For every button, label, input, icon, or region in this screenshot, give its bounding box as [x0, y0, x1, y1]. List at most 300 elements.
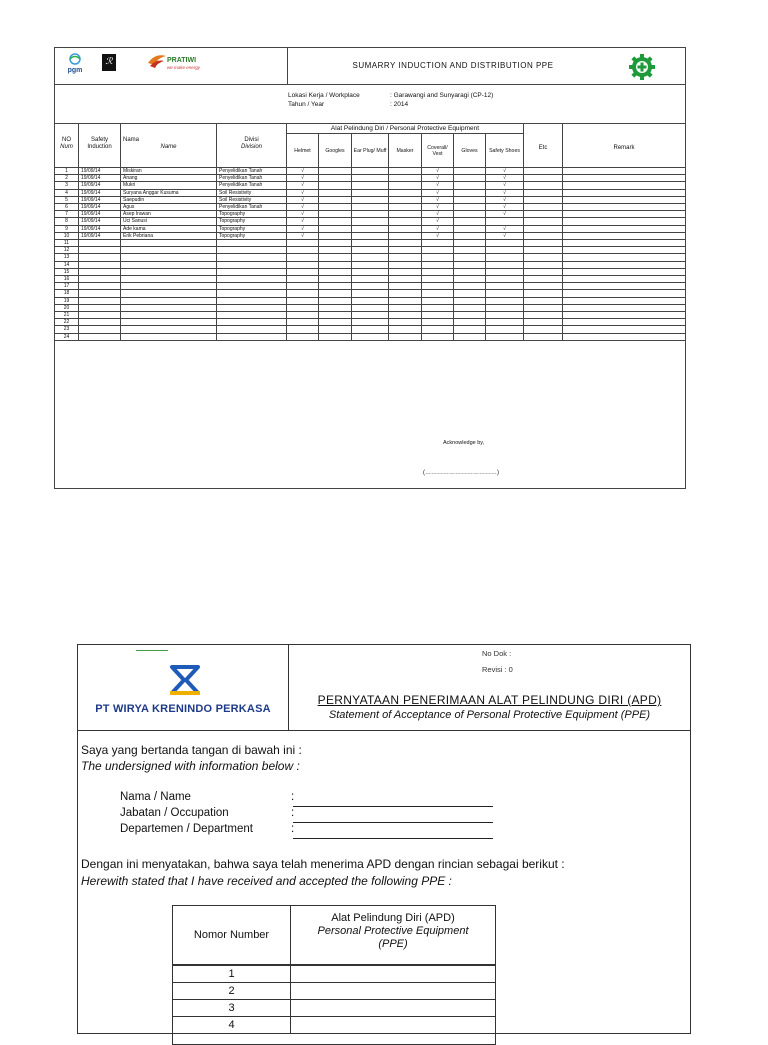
cell-remark [563, 168, 685, 174]
cell-masker [389, 247, 422, 253]
table-row [55, 175, 685, 182]
cell-helmet: √ [287, 226, 319, 232]
cell-earplug [352, 283, 389, 289]
cell-remark [563, 319, 685, 325]
cell-date [79, 269, 121, 275]
col-remark [563, 123, 685, 167]
cell-shoes [486, 283, 524, 289]
cell-googles [319, 334, 352, 340]
table-row [55, 298, 685, 305]
cell-googles [319, 254, 352, 260]
cell-etc [524, 319, 563, 325]
cell-no: 16 [55, 276, 79, 282]
cell-name [121, 298, 217, 304]
cell-coverall: √ [422, 204, 454, 210]
cell-date: 19/09/14 [79, 218, 121, 224]
cell-date: 19/09/14 [79, 204, 121, 210]
cell-etc [524, 334, 563, 340]
cell-remark [563, 226, 685, 232]
apd-row[interactable] [173, 983, 495, 1000]
cell-earplug [352, 233, 389, 239]
cell-googles [319, 240, 352, 246]
cell-etc [524, 233, 563, 239]
table-row [55, 254, 685, 261]
cell-name [121, 276, 217, 282]
cell-googles [319, 218, 352, 224]
cell-remark [563, 175, 685, 181]
cell-div: Penyelidikan Tanah [217, 175, 287, 181]
cell-remark [563, 305, 685, 311]
cell-gloves [454, 298, 486, 304]
cell-shoes [486, 247, 524, 253]
cell-no: 8 [55, 218, 79, 224]
cell-div: Penyelidikan Tanah [217, 168, 287, 174]
sheet-header [55, 48, 685, 85]
workplace-label: Lokasi Kerja / Workplace [288, 92, 360, 99]
cell-remark [563, 326, 685, 332]
cell-div: Topography [217, 218, 287, 224]
cell-shoes [486, 269, 524, 275]
cell-date: 19/09/14 [79, 175, 121, 181]
cell-shoes [486, 334, 524, 340]
cell-earplug [352, 175, 389, 181]
cell-masker [389, 211, 422, 217]
cell-googles [319, 276, 352, 282]
cell-remark [563, 269, 685, 275]
table-row [55, 204, 685, 211]
cell-date [79, 247, 121, 253]
intro-en: The undersigned with information below : [81, 759, 300, 773]
col-etc-label: Etc [538, 145, 548, 151]
cell-shoes: √ [486, 168, 524, 174]
table-row [55, 262, 685, 269]
cell-earplug [352, 211, 389, 217]
cell-gloves [454, 334, 486, 340]
apd-row[interactable] [173, 1017, 495, 1034]
cell-helmet: √ [287, 190, 319, 196]
cell-googles [319, 319, 352, 325]
year-value: : 2014 [390, 101, 409, 108]
occupation-field-colon: : [291, 807, 295, 819]
cell-googles [319, 226, 352, 232]
cell-div: Topography [217, 233, 287, 239]
cell-earplug [352, 247, 389, 253]
cell-earplug [352, 226, 389, 232]
cell-etc [524, 262, 563, 268]
apd-row[interactable] [173, 1000, 495, 1017]
cell-div [217, 326, 287, 332]
col-division-label: Divisi [244, 137, 259, 143]
col-helmet: Helmet [287, 134, 319, 167]
cell-helmet [287, 247, 319, 253]
cell-remark [563, 247, 685, 253]
cell-shoes: √ [486, 233, 524, 239]
table-row [55, 319, 685, 326]
cell-shoes [486, 254, 524, 260]
cell-helmet [287, 290, 319, 296]
cell-helmet [287, 276, 319, 282]
cell-coverall: √ [422, 197, 454, 203]
cell-name [121, 269, 217, 275]
col-division [217, 123, 287, 167]
cell-name: Mukri [121, 182, 217, 188]
cell-remark [563, 254, 685, 260]
cell-shoes [486, 298, 524, 304]
cell-masker [389, 168, 422, 174]
cell-no: 17 [55, 283, 79, 289]
cell-earplug [352, 305, 389, 311]
table-row [55, 211, 685, 218]
col-safety-induction [79, 123, 121, 167]
cell-helmet [287, 254, 319, 260]
cell-earplug [352, 319, 389, 325]
cell-date: 19/09/14 [79, 226, 121, 232]
cell-earplug [352, 262, 389, 268]
cell-coverall: √ [422, 211, 454, 217]
cell-div [217, 290, 287, 296]
cell-helmet: √ [287, 168, 319, 174]
cell-shoes [486, 305, 524, 311]
cell-gloves [454, 168, 486, 174]
cell-masker [389, 290, 422, 296]
cell-div [217, 334, 287, 340]
cell-coverall: √ [422, 190, 454, 196]
cell-googles [319, 269, 352, 275]
cell-name: Erik Pebriana [121, 233, 217, 239]
cell-masker [389, 190, 422, 196]
apd-row-number: 4 [173, 1017, 291, 1033]
cell-gloves [454, 197, 486, 203]
col-name [121, 123, 217, 167]
cell-googles [319, 211, 352, 217]
table-row [55, 283, 685, 290]
apd-row[interactable] [173, 966, 495, 983]
apd-table-header [173, 906, 495, 966]
cell-earplug [352, 312, 389, 318]
table-row [55, 247, 685, 254]
cell-div [217, 269, 287, 275]
cell-remark [563, 190, 685, 196]
statement-id: Dengan ini menyatakan, bahwa saya telah menerima APD dengan rincian sebagai berikut : [81, 857, 565, 871]
cell-coverall [422, 319, 454, 325]
cell-remark [563, 334, 685, 340]
cell-masker [389, 319, 422, 325]
cell-shoes [486, 290, 524, 296]
cell-helmet: √ [287, 197, 319, 203]
cell-no: 13 [55, 254, 79, 260]
cell-date: 19/09/14 [79, 190, 121, 196]
cell-name [121, 262, 217, 268]
pratiwi-name: PRATIWI [167, 57, 197, 64]
cell-remark [563, 298, 685, 304]
cell-gloves [454, 240, 486, 246]
cell-helmet [287, 262, 319, 268]
cell-div [217, 262, 287, 268]
name-field-label: Nama / Name [120, 791, 191, 803]
cell-date [79, 262, 121, 268]
cell-gloves [454, 290, 486, 296]
cell-no: 23 [55, 326, 79, 332]
cell-coverall: √ [422, 226, 454, 232]
cell-no: 10 [55, 233, 79, 239]
cell-gloves [454, 247, 486, 253]
cell-googles [319, 168, 352, 174]
cell-gloves [454, 312, 486, 318]
cell-div [217, 254, 287, 260]
cell-div: Topography [217, 226, 287, 232]
cell-helmet [287, 334, 319, 340]
cell-googles [319, 283, 352, 289]
cell-coverall [422, 240, 454, 246]
cell-shoes [486, 319, 524, 325]
cell-date [79, 312, 121, 318]
wirya-logo-icon [168, 663, 202, 697]
cell-googles [319, 247, 352, 253]
cell-name [121, 305, 217, 311]
cell-name [121, 319, 217, 325]
name-field[interactable] [293, 806, 493, 807]
table-row [55, 190, 685, 197]
pgm-logo-text: pgm [67, 67, 83, 74]
cell-earplug [352, 218, 389, 224]
cell-div [217, 312, 287, 318]
cell-div [217, 298, 287, 304]
table-row [55, 218, 685, 225]
cell-masker [389, 254, 422, 260]
cell-helmet [287, 269, 319, 275]
cell-googles [319, 233, 352, 239]
col-googles: Googles [319, 134, 352, 167]
pratiwi-logo [147, 53, 227, 77]
col-etc [524, 123, 563, 167]
cell-date: 19/09/14 [79, 197, 121, 203]
cell-shoes: √ [486, 182, 524, 188]
cell-googles [319, 190, 352, 196]
apd-col-title-ppe: (PPE) [378, 938, 408, 950]
cell-masker [389, 305, 422, 311]
cell-name [121, 247, 217, 253]
year-label: Tahun / Year [288, 101, 325, 108]
cell-name [121, 283, 217, 289]
table-row [55, 326, 685, 333]
cell-no: 11 [55, 240, 79, 246]
emblem-logo-icon: ℛ [102, 54, 116, 71]
apd-row-number: 3 [173, 1000, 291, 1016]
cell-masker [389, 283, 422, 289]
cell-remark [563, 182, 685, 188]
cell-etc [524, 283, 563, 289]
cell-date [79, 276, 121, 282]
cell-helmet [287, 312, 319, 318]
cell-no: 24 [55, 334, 79, 340]
cell-no: 21 [55, 312, 79, 318]
col-safety-label: Safety [90, 137, 108, 143]
cell-div [217, 247, 287, 253]
col-gloves: Gloves [454, 134, 486, 167]
cell-div [217, 319, 287, 325]
cell-helmet [287, 283, 319, 289]
bird-icon [147, 53, 167, 71]
cell-coverall [422, 290, 454, 296]
cell-shoes: √ [486, 190, 524, 196]
cell-no: 1 [55, 168, 79, 174]
table-row [55, 197, 685, 204]
cell-no: 7 [55, 211, 79, 217]
cell-helmet [287, 326, 319, 332]
cell-date [79, 305, 121, 311]
apd-col-equipment [291, 912, 495, 951]
cell-shoes [486, 326, 524, 332]
cell-no: 2 [55, 175, 79, 181]
cell-name [121, 290, 217, 296]
cell-etc [524, 276, 563, 282]
cell-div [217, 283, 287, 289]
cell-earplug [352, 290, 389, 296]
cell-no: 22 [55, 319, 79, 325]
table-row [55, 240, 685, 247]
cell-remark [563, 290, 685, 296]
cell-coverall [422, 305, 454, 311]
cell-coverall [422, 298, 454, 304]
col-no-label: NO [62, 137, 71, 143]
cell-helmet [287, 305, 319, 311]
cell-shoes [486, 312, 524, 318]
col-no [55, 123, 79, 167]
cell-coverall [422, 247, 454, 253]
department-field-colon: : [291, 823, 295, 835]
col-name-label: Nama [123, 137, 140, 143]
cell-date [79, 240, 121, 246]
apd-group-header: Alat Pelindung Diri / Personal Protective Equipment [287, 123, 524, 134]
cell-date [79, 283, 121, 289]
cell-coverall: √ [422, 182, 454, 188]
cell-gloves [454, 211, 486, 217]
cell-coverall: √ [422, 218, 454, 224]
cell-name: Anang [121, 175, 217, 181]
cell-gloves [454, 226, 486, 232]
cell-gloves [454, 233, 486, 239]
workplace-info [55, 84, 685, 124]
table-row [55, 168, 685, 175]
table-row [55, 290, 685, 297]
cell-div [217, 240, 287, 246]
cell-etc [524, 290, 563, 296]
cell-div: Penyelidikan Tanah [217, 204, 287, 210]
cell-no: 18 [55, 290, 79, 296]
signature-line: (………………………………) [423, 470, 499, 476]
table-row [55, 312, 685, 319]
ppe-acceptance-form [77, 644, 691, 1034]
cell-googles [319, 290, 352, 296]
cell-gloves [454, 319, 486, 325]
col-coverall: Coverall/ Vest [422, 134, 454, 167]
cell-remark [563, 262, 685, 268]
cell-date: 19/09/14 [79, 211, 121, 217]
company-logo-cell [78, 645, 289, 730]
cell-div [217, 276, 287, 282]
col-no-label-en: Num [60, 144, 73, 150]
pratiwi-tagline: we make energy [167, 65, 201, 70]
cell-no: 12 [55, 247, 79, 253]
statement-en: Herewith stated that I have received and accepted the following PPE : [81, 874, 452, 888]
company-name: PT WIRYA KRENINDO PERKASA [95, 703, 271, 715]
cell-earplug [352, 326, 389, 332]
cell-etc [524, 211, 563, 217]
sheet-title: SUMARRY INDUCTION AND DISTRIBUTION PPE [352, 61, 554, 70]
cell-etc [524, 175, 563, 181]
cell-div: Soil Resistivity [217, 197, 287, 203]
cell-gloves [454, 175, 486, 181]
cell-gloves [454, 326, 486, 332]
occupation-field[interactable] [293, 822, 493, 823]
cell-googles [319, 175, 352, 181]
cell-date [79, 334, 121, 340]
cell-etc [524, 305, 563, 311]
cell-etc [524, 226, 563, 232]
department-field[interactable] [293, 838, 493, 839]
apd-row-number: 2 [173, 983, 291, 999]
cell-googles [319, 326, 352, 332]
cell-etc [524, 247, 563, 253]
cell-name [121, 240, 217, 246]
table-row [55, 276, 685, 283]
cell-gloves [454, 204, 486, 210]
cell-masker [389, 326, 422, 332]
cell-coverall [422, 326, 454, 332]
table-row [55, 226, 685, 233]
cell-earplug [352, 197, 389, 203]
cell-masker [389, 197, 422, 203]
cell-coverall [422, 312, 454, 318]
col-induction-label: Induction [87, 144, 112, 150]
cell-coverall: √ [422, 175, 454, 181]
cell-no: 14 [55, 262, 79, 268]
cell-remark [563, 204, 685, 210]
col-remark-label: Remark [613, 145, 635, 151]
cell-date [79, 326, 121, 332]
cell-googles [319, 305, 352, 311]
cell-gloves [454, 269, 486, 275]
cell-helmet: √ [287, 175, 319, 181]
cell-etc [524, 218, 563, 224]
cell-name: Ade kama [121, 226, 217, 232]
cell-coverall: √ [422, 168, 454, 174]
cell-no: 3 [55, 182, 79, 188]
cell-no: 15 [55, 269, 79, 275]
cell-shoes [486, 262, 524, 268]
cell-date [79, 290, 121, 296]
cell-shoes: √ [486, 226, 524, 232]
cell-masker [389, 276, 422, 282]
cell-gloves [454, 305, 486, 311]
revision: Revisi : 0 [482, 665, 513, 674]
cell-gloves [454, 283, 486, 289]
cell-gloves [454, 190, 486, 196]
form-title: PERNYATAAN PENERIMAAN ALAT PELINDUNG DIRI (APD) [317, 693, 662, 707]
cell-etc [524, 312, 563, 318]
cell-helmet: √ [287, 182, 319, 188]
cell-name [121, 254, 217, 260]
cell-masker [389, 262, 422, 268]
cell-date: 19/09/14 [79, 233, 121, 239]
cell-etc [524, 269, 563, 275]
department-field-label: Departemen / Department [120, 823, 253, 835]
cell-earplug [352, 204, 389, 210]
cell-no: 20 [55, 305, 79, 311]
cell-earplug [352, 240, 389, 246]
cell-googles [319, 262, 352, 268]
col-division-label-en: Division [240, 144, 262, 150]
